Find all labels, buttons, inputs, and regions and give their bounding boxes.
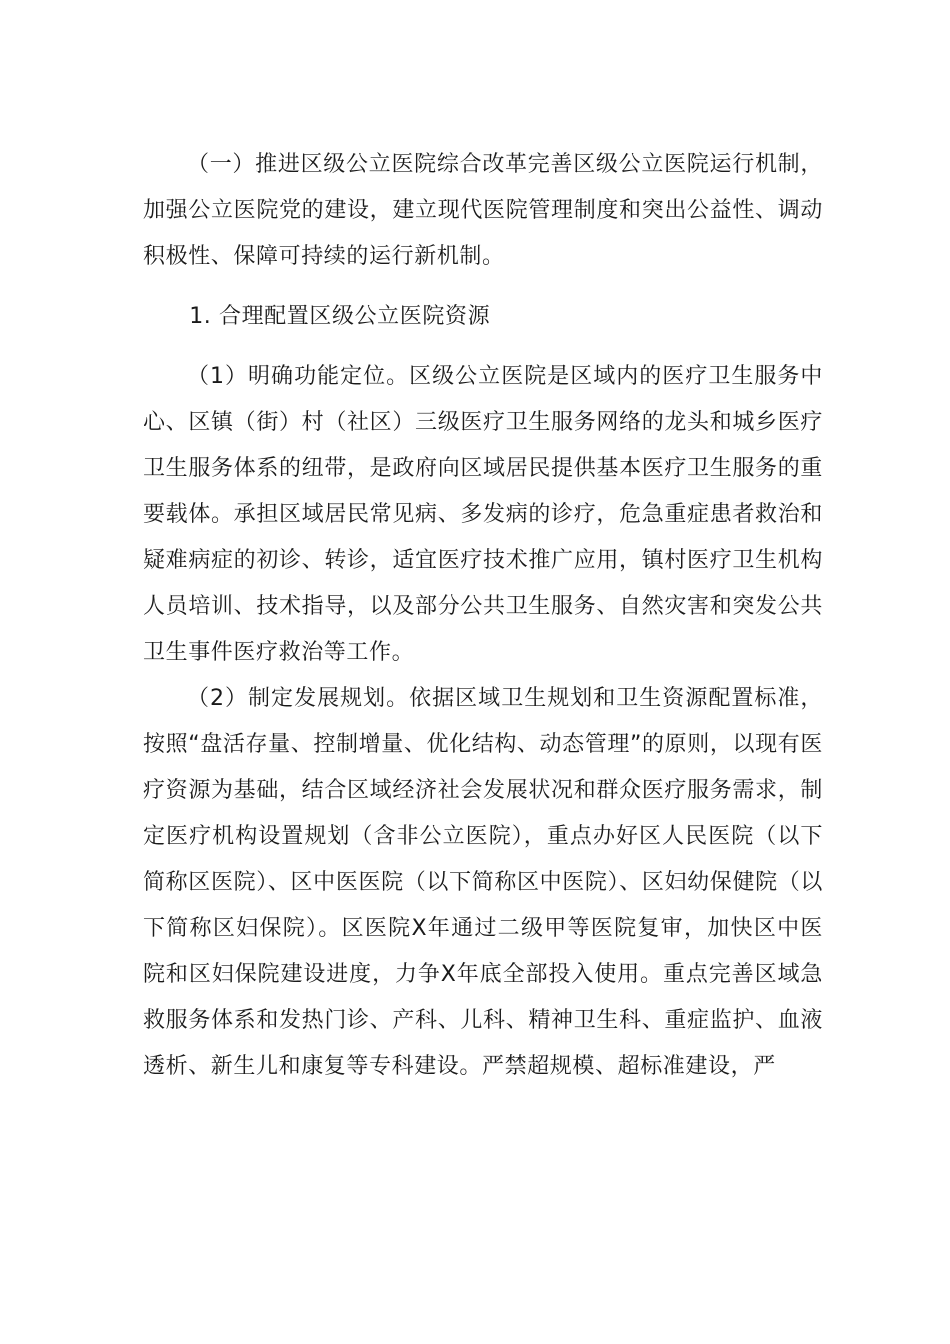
document-body xyxy=(143,142,823,1090)
paragraph-development-plan: （2）制定发展规划。依据区域卫生规划和卫生资源配置标准，按照“盘活存量、控制增量、优化结构、动态管理”的原则，以现有医疗资源为基础，结合区域经济社会发展状况和群众医疗服务需求，制定医疗机构设置规划（含非公立医院），重点办好区人民医院（以下简称区医院）、区中医医院（以下简称区中医院）、区妇幼保健院（以下简称区妇保院）。区医院X年通过二级甲等医院复审，加快区中医院和区妇保院建设进度，力争X年底全部投入使用。重点完善区域急救服务体系和发热门诊、产科、儿科、精神卫生科、重症监护、血液透析、新生儿和康复等专科建设。严禁超规模、超标准建设，严 xyxy=(143,686,823,1079)
paragraph-section-1: （一）推进区级公立医院综合改革完善区级公立医院运行机制，加强公立医院党的建设，建立现代医院管理制度和突出公益性、调动积极性、保障可持续的运行新机制。 xyxy=(143,152,823,269)
paragraph-item-1: 1. 合理配置区级公立医院资源 xyxy=(189,304,491,329)
paragraph-function-positioning: （1）明确功能定位。区级公立医院是区域内的医疗卫生服务中心、区镇（街）村（社区）三级医疗卫生服务网络的龙头和城乡医疗卫生服务体系的纽带，是政府向区域居民提供基本医疗卫生服务的重要载体。承担区域居民常见病、多发病的诊疗，危急重症患者救治和疑难病症的初诊、转诊，适宜医疗技术推广应用，镇村医疗卫生机构人员培训、技术指导，以及部分公共卫生服务、自然灾害和突发公共卫生事件医疗救治等工作。 xyxy=(143,364,823,665)
